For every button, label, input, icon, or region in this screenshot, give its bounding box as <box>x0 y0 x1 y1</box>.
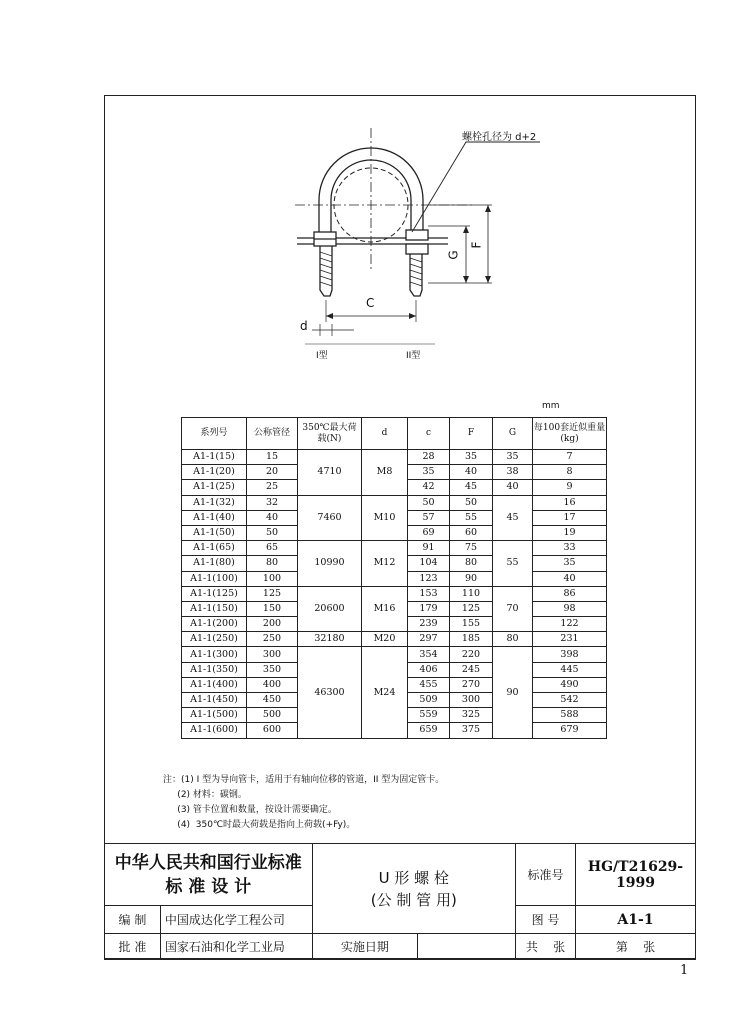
cell-dn: 50 <box>247 525 298 540</box>
cell-load: 10990 <box>298 541 362 587</box>
cell-f: 75 <box>450 541 493 556</box>
cell-weight: 398 <box>533 647 607 662</box>
unit-label: mm <box>542 401 560 411</box>
cell-g: 45 <box>493 495 533 541</box>
cell-c: 354 <box>408 647 450 662</box>
cell-series: A1-1(150) <box>182 601 247 616</box>
cell-load: 46300 <box>298 647 362 738</box>
std-no-label: 标准号 <box>516 844 576 906</box>
note-4: (4) 350℃时最大荷载是指向上荷载(+Fy)。 <box>163 820 356 830</box>
col-header-d: d <box>362 418 408 450</box>
col-header-f: F <box>450 418 493 450</box>
cell-f: 35 <box>450 450 493 465</box>
cell-f: 220 <box>450 647 493 662</box>
cell-weight: 98 <box>533 601 607 616</box>
cell-f: 80 <box>450 556 493 571</box>
cell-c: 239 <box>408 617 450 632</box>
compiled-label: 编 制 <box>105 906 161 934</box>
cell-series: A1-1(600) <box>182 723 247 738</box>
cell-weight: 8 <box>533 465 607 480</box>
cell-f: 245 <box>450 662 493 677</box>
cell-dn: 15 <box>247 450 298 465</box>
page-number: 1 <box>680 963 689 978</box>
table-row <box>182 586 607 601</box>
cell-c: 57 <box>408 510 450 525</box>
cell-c: 455 <box>408 677 450 692</box>
cell-dn: 80 <box>247 556 298 571</box>
drawing-no-value: A1-1 <box>576 906 696 934</box>
cell-dn: 40 <box>247 510 298 525</box>
cell-weight: 588 <box>533 708 607 723</box>
cell-c: 297 <box>408 632 450 647</box>
drawing-title-line-1: U 形 螺 栓 <box>378 868 449 887</box>
cell-series: A1-1(300) <box>182 647 247 662</box>
cell-series: A1-1(40) <box>182 510 247 525</box>
col-header-weight: 每100套近似重量(kg) <box>533 418 607 450</box>
cell-c: 179 <box>408 601 450 616</box>
cell-weight: 86 <box>533 586 607 601</box>
cell-g: 90 <box>493 647 533 738</box>
sheet-label: 第 张 <box>576 934 696 960</box>
cell-f: 50 <box>450 495 493 510</box>
table-row <box>182 495 607 510</box>
cell-load: 20600 <box>298 586 362 632</box>
table-header-row <box>182 418 607 450</box>
note-2: (2) 材料：碳钢。 <box>163 790 247 800</box>
approved-value: 国家石油和化学工业局 <box>160 934 312 960</box>
dim-f-label: F <box>469 241 484 249</box>
cell-f: 55 <box>450 510 493 525</box>
cell-f: 60 <box>450 525 493 540</box>
type-2-label: II型 <box>406 351 421 361</box>
cell-f: 155 <box>450 617 493 632</box>
cell-series: A1-1(250) <box>182 632 247 647</box>
std-no-value: HG/T21629-1999 <box>576 844 696 906</box>
cell-dn: 125 <box>247 586 298 601</box>
cell-series: A1-1(25) <box>182 480 247 495</box>
col-header-c: c <box>408 418 450 450</box>
cell-c: 50 <box>408 495 450 510</box>
cell-weight: 19 <box>533 525 607 540</box>
cell-series: A1-1(350) <box>182 662 247 677</box>
cell-c: 406 <box>408 662 450 677</box>
cell-series: A1-1(32) <box>182 495 247 510</box>
cell-g: 38 <box>493 465 533 480</box>
compiled-value: 中国成达化学工程公司 <box>160 906 312 934</box>
cell-weight: 679 <box>533 723 607 738</box>
cell-dn: 32 <box>247 495 298 510</box>
col-header-series: 系列号 <box>182 418 247 450</box>
cell-c: 69 <box>408 525 450 540</box>
cell-series: A1-1(450) <box>182 693 247 708</box>
effective-date-label: 实施日期 <box>312 934 418 960</box>
cell-d: M16 <box>362 586 408 632</box>
cell-f: 125 <box>450 601 493 616</box>
cell-dn: 300 <box>247 647 298 662</box>
cell-c: 123 <box>408 571 450 586</box>
cell-c: 42 <box>408 480 450 495</box>
notes-section <box>163 773 444 833</box>
cell-c: 559 <box>408 708 450 723</box>
spec-table <box>181 417 607 739</box>
org-line-1: 中华人民共和国行业标准 <box>114 852 302 873</box>
cell-load: 4710 <box>298 450 362 496</box>
drawing-no-label: 图 号 <box>516 906 576 934</box>
approved-label: 批 准 <box>105 934 161 960</box>
cell-d: M20 <box>362 632 408 647</box>
cell-series: A1-1(125) <box>182 586 247 601</box>
org-header <box>105 844 313 906</box>
cell-f: 110 <box>450 586 493 601</box>
cell-f: 325 <box>450 708 493 723</box>
cell-weight: 542 <box>533 693 607 708</box>
cell-g: 55 <box>493 541 533 587</box>
table-row <box>182 450 607 465</box>
cell-series: A1-1(20) <box>182 465 247 480</box>
drawing-title <box>312 844 516 934</box>
cell-series: A1-1(500) <box>182 708 247 723</box>
cell-series: A1-1(65) <box>182 541 247 556</box>
cell-dn: 350 <box>247 662 298 677</box>
cell-weight: 231 <box>533 632 607 647</box>
cell-f: 270 <box>450 677 493 692</box>
col-header-nominal-dia: 公称管径 <box>247 418 298 450</box>
cell-dn: 150 <box>247 601 298 616</box>
cell-g: 35 <box>493 450 533 465</box>
table-row <box>182 541 607 556</box>
cell-c: 509 <box>408 693 450 708</box>
cell-dn: 500 <box>247 708 298 723</box>
cell-d: M12 <box>362 541 408 587</box>
type-1-label: I型 <box>316 351 328 361</box>
cell-g: 40 <box>493 480 533 495</box>
note-3: (3) 管卡位置和数量，按设计需要确定。 <box>163 805 337 815</box>
cell-weight: 16 <box>533 495 607 510</box>
cell-series: A1-1(200) <box>182 617 247 632</box>
cell-weight: 490 <box>533 677 607 692</box>
cell-series: A1-1(400) <box>182 677 247 692</box>
cell-weight: 7 <box>533 450 607 465</box>
u-bolt-drawing <box>0 0 742 420</box>
cell-weight: 17 <box>533 510 607 525</box>
effective-date-value <box>418 934 516 960</box>
cell-weight: 9 <box>533 480 607 495</box>
cell-g: 80 <box>493 632 533 647</box>
cell-dn: 65 <box>247 541 298 556</box>
cell-dn: 100 <box>247 571 298 586</box>
cell-c: 35 <box>408 465 450 480</box>
cell-f: 40 <box>450 465 493 480</box>
cell-weight: 33 <box>533 541 607 556</box>
cell-g: 70 <box>493 586 533 632</box>
cell-c: 28 <box>408 450 450 465</box>
cell-series: A1-1(50) <box>182 525 247 540</box>
col-header-max-load: 350℃最大荷载(N) <box>298 418 362 450</box>
cell-c: 104 <box>408 556 450 571</box>
cell-c: 153 <box>408 586 450 601</box>
cell-dn: 600 <box>247 723 298 738</box>
col-header-g: G <box>493 418 533 450</box>
note-1: 注：(1) I 型为导向管卡，适用于有轴向位移的管道，II 型为固定管卡。 <box>163 775 445 785</box>
cell-load: 32180 <box>298 632 362 647</box>
cell-dn: 25 <box>247 480 298 495</box>
cell-dn: 20 <box>247 465 298 480</box>
cell-dn: 400 <box>247 677 298 692</box>
cell-c: 91 <box>408 541 450 556</box>
cell-f: 90 <box>450 571 493 586</box>
cell-series: A1-1(15) <box>182 450 247 465</box>
cell-dn: 450 <box>247 693 298 708</box>
cell-f: 45 <box>450 480 493 495</box>
table-row <box>182 632 607 647</box>
cell-weight: 122 <box>533 617 607 632</box>
title-block <box>104 843 696 960</box>
cell-d: M10 <box>362 495 408 541</box>
cell-f: 375 <box>450 723 493 738</box>
cell-dn: 200 <box>247 617 298 632</box>
drawing-title-line-2: (公 制 管 用) <box>370 890 457 909</box>
dim-c-label: C <box>366 296 375 310</box>
dim-g-label: G <box>446 250 461 260</box>
bolt-hole-label: 螺栓孔径为 d+2 <box>462 132 537 143</box>
org-line-2: 标 准 设 计 <box>165 876 252 897</box>
cell-series: A1-1(100) <box>182 571 247 586</box>
cell-f: 300 <box>450 693 493 708</box>
cell-f: 185 <box>450 632 493 647</box>
cell-d: M24 <box>362 647 408 738</box>
cell-dn: 250 <box>247 632 298 647</box>
dim-d-label: d <box>300 319 308 333</box>
cell-weight: 35 <box>533 556 607 571</box>
cell-load: 7460 <box>298 495 362 541</box>
cell-c: 659 <box>408 723 450 738</box>
cell-weight: 40 <box>533 571 607 586</box>
cell-weight: 445 <box>533 662 607 677</box>
cell-d: M8 <box>362 450 408 496</box>
cell-series: A1-1(80) <box>182 556 247 571</box>
table-row <box>182 647 607 662</box>
total-sheets-label: 共 张 <box>516 934 576 960</box>
